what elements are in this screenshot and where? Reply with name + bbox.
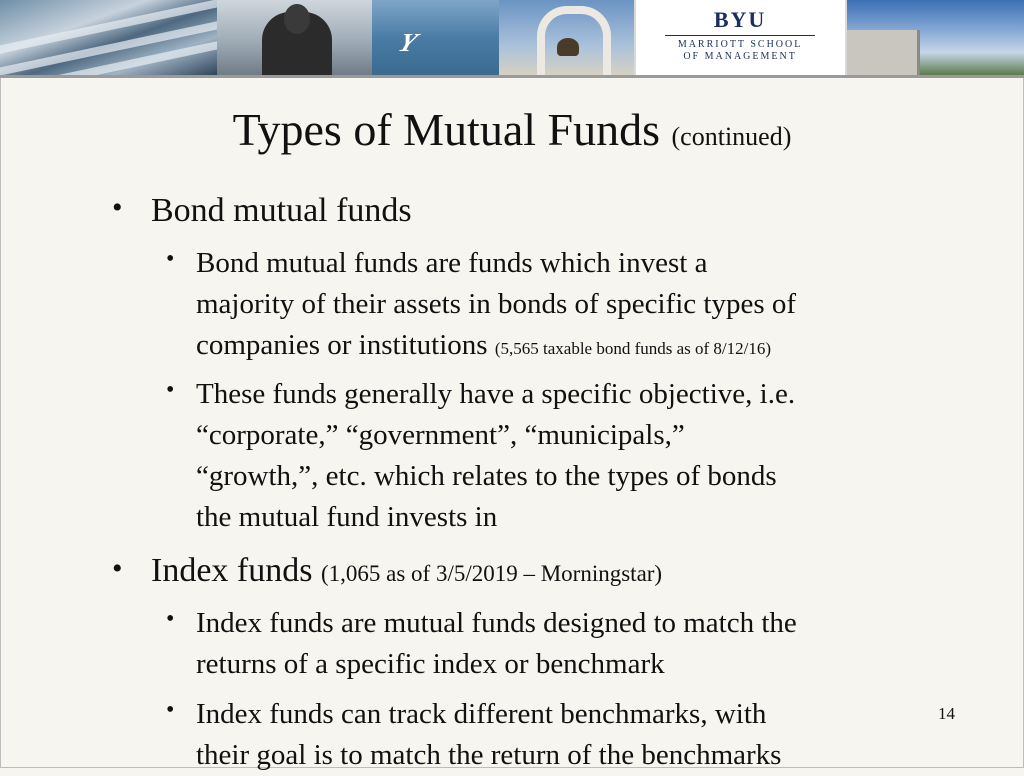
text-line: majority of their assets in bonds of specific types of: [196, 288, 797, 320]
text-line: “growth,”, etc. which relates to the types of bonds: [196, 460, 777, 492]
text-line: Index funds are mutual funds designed to match the: [196, 607, 797, 639]
page-number: 14: [938, 704, 955, 723]
sub-bullet-marker: •: [166, 377, 175, 403]
bullet-text: Index funds: [151, 552, 313, 589]
sub-bullet-marker: •: [166, 697, 175, 723]
sub-bullet-marker: •: [166, 606, 175, 632]
title-main: Types of Mutual Funds: [232, 104, 661, 155]
bullet-index-funds: [151, 551, 662, 594]
sub-bullet-index-benchmarks: [196, 694, 916, 776]
logo-subtitle-line2: OF MANAGEMENT: [683, 51, 797, 62]
bullet-marker: •: [112, 552, 123, 585]
bullet-bond-funds: Bond mutual funds: [151, 192, 412, 229]
sub-bullet-bond-objective: [196, 374, 916, 538]
text-line: returns of a specific index or benchmark: [196, 648, 665, 680]
text-line: These funds generally have a specific objective, i.e.: [196, 378, 796, 410]
sub-bullet-bond-definition: [196, 243, 916, 369]
index-count-note: (1,065 as of 3/5/2019 – Morningstar): [320, 561, 663, 586]
text-line: “corporate,” “government”, “municipals,”: [196, 419, 685, 451]
text-line: the mutual fund invests in: [196, 501, 498, 533]
title-suffix: (continued): [671, 122, 792, 151]
bullet-marker: •: [112, 191, 123, 224]
mountain-y-icon: Y: [394, 28, 421, 57]
logo-name: BYU: [713, 7, 767, 32]
logo-subtitle-line1: MARRIOTT SCHOOL: [677, 39, 803, 50]
text-line: companies or institutions: [196, 329, 488, 361]
sub-bullet-marker: •: [166, 246, 175, 272]
text-line: Bond mutual funds are funds which invest a: [196, 247, 708, 279]
bond-count-note: (5,565 taxable bond funds as of 8/12/16): [494, 339, 772, 358]
sub-bullet-index-definition: [196, 603, 916, 685]
text-line: their goal is to match the return of the benchmarks: [196, 739, 782, 771]
text-line: Index funds can track different benchmarks, with: [196, 698, 767, 730]
